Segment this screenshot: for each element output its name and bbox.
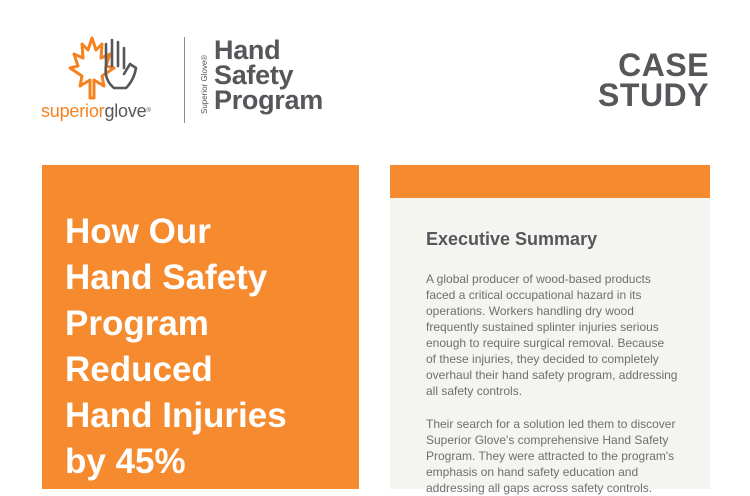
executive-summary-card	[390, 165, 710, 495]
program-vertical-label: Superior Glove®	[200, 54, 209, 114]
headline	[65, 209, 355, 485]
summary-line: Superior Glove's comprehensive Hand Safety	[426, 433, 669, 447]
headline-panel	[42, 165, 359, 489]
summary-heading: Executive Summary	[426, 229, 598, 249]
summary-line: operations. Workers handling dry wood	[426, 304, 634, 318]
brand-name-part2: glove	[104, 101, 147, 121]
summary-line: Their search for a solution led them to discover	[426, 417, 676, 431]
brand-wordmark	[41, 101, 151, 121]
program-title-line: Program	[214, 85, 323, 115]
summary-paragraph	[426, 416, 691, 496]
summary-line: addressing all gaps across safety controls.	[426, 481, 653, 495]
summary-line: emphasis on hand safety education and	[426, 465, 639, 479]
document-type-line: CASE	[618, 47, 709, 83]
summary-paragraph	[426, 271, 691, 399]
headline-line: Reduced	[65, 350, 213, 389]
headline-line: How Our	[65, 212, 211, 251]
registered-mark: ®	[146, 108, 151, 114]
headline-line: Hand Injuries	[65, 396, 287, 435]
brand-name-part1: superior	[41, 101, 105, 121]
program-title-line: Hand	[214, 35, 281, 65]
document-type-label	[598, 47, 709, 113]
summary-line: faced a critical occupational hazard in its	[426, 288, 642, 302]
summary-line: of these injuries, they decided to completely	[426, 352, 659, 366]
superior-glove-logo-icon	[66, 36, 138, 100]
program-title	[214, 35, 323, 115]
summary-line: Program. They were attracted to the program's	[426, 449, 675, 463]
program-title-line: Safety	[214, 60, 294, 90]
headline-line: Hand Safety	[65, 258, 268, 297]
summary-line: overhaul their hand safety program, addressing	[426, 368, 678, 382]
summary-line: A global producer of wood-based products	[426, 272, 651, 286]
headline-line: by 45%	[65, 442, 186, 481]
summary-line: all safety controls.	[426, 384, 523, 398]
header-divider	[184, 37, 185, 123]
headline-line: Program	[65, 304, 209, 343]
summary-accent-bar	[390, 165, 710, 198]
summary-line: enough to require surgical removal. Because	[426, 336, 665, 350]
document-type-line: STUDY	[598, 77, 709, 113]
summary-line: frequently sustained splinter injuries serious	[426, 320, 659, 334]
